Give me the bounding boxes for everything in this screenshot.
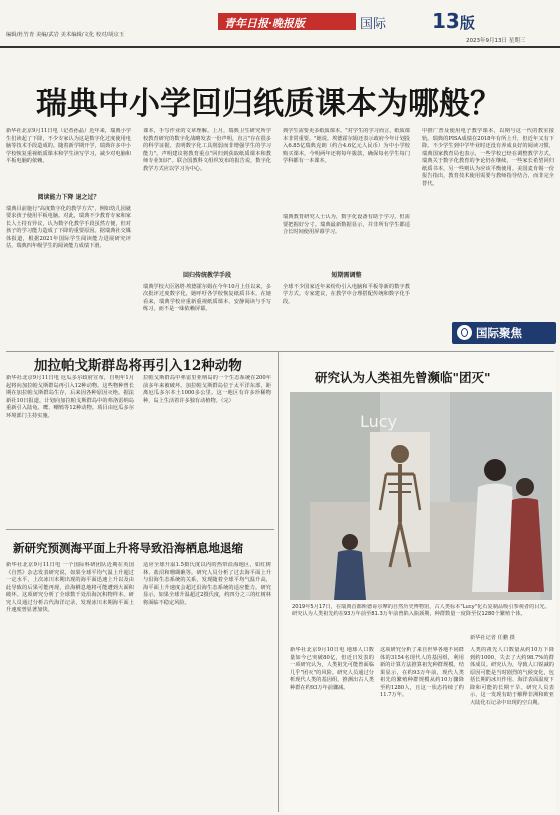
main-subhead-1: 阅读能力下降 退之过？ bbox=[37, 194, 100, 201]
human-headline: 研究认为人类祖先曾濒临"团灭" bbox=[315, 370, 491, 385]
main-col-1-body: 瑞典目前施行"高度数字化的教学方式"，例如幼儿园就要求孩子使用平板电脑。对此，瑞典不少教育专家和家长人士持有异议，认为数字化教学手段虽然方便，但对孩子的学习能力造成了下降的重要原因。据瑞典社交媒体报道，根据2021年国际学生阅读能力进展研究评估，瑞典四年级学生的阅读能力成绩下滑。 bbox=[6, 205, 131, 249]
main-col-2-body: 课本，手写作业的文章理解。上月，瑞典卫生研究所学校教育研究的数字化战略发表一份声明，直言"存在很多的科学证据，表明数字化工具削弱而非增强学生的学习能力"。声明建议将教育重点"回归到获取纸质课本和教师专业知识"。联合国教科文组织发布的报告说，数字化教学方式应以学习为中心。 bbox=[143, 128, 271, 172]
human-col-3: 人类的祖先人口数量从约10万下降到约1000，失去了大约98.7%的群体成员。研究认为，导致人口锐减的原因可能是当时剧烈的气候变化，包括长期的冰川作用、海洋表面温度下降和可能的长期干旱。研究人员表示，这一发现有助于解释非洲和欧亚大陆化石记录中出现的空白期。 bbox=[470, 647, 554, 706]
header-rule bbox=[0, 46, 560, 48]
photo-caption: 2019年5月17日，在瑞典首都斯德哥尔摩的自然历史博物馆，古人类标本"Lucy"化石复制品吸引参观者的目光。研究认为人类祖先约在93万年前至81.3万年前曾陷入瓶颈期，种群数量一度降至仅1280个繁殖个体。 bbox=[292, 604, 550, 618]
sea-col-2: 适应全球升温1.5摄氏度以内的热带沿海地区，如红树林、盐沼和珊瑚礁等。研究人员分析了过去海平面上升与沿海生态系统的关系，发现随着全球平均气温升高，海平面上升速度会超过沿海生态系统的适应能力。研究显示，如果全球升温超过2摄氏度，约四分之三的红树林将面临不稳定风险。 bbox=[143, 562, 271, 606]
galapagos-col-1: 新华社北京9月11日电 厄瓜多尔政府宣布，自明年1月起将向加拉帕戈斯群岛再引入12种动物。这些物种曾长期在加拉帕戈斯群岛生存，后来因各种原因灭绝。据法新社10日报道，计划向加拉帕戈斯群岛中的弗洛雷纳岛重新引入陆龟、鹰、嘲鸫等12种动物。项目由厄瓜多尔环境部门主持实施。 bbox=[6, 375, 134, 419]
international-focus-badge bbox=[452, 322, 556, 344]
main-col-2 bbox=[143, 128, 271, 340]
globe-icon-inner bbox=[461, 328, 468, 337]
section-name: 国际 bbox=[360, 17, 387, 32]
lucy-sign: Lucy bbox=[360, 412, 398, 431]
galapagos-bottom-rule bbox=[6, 529, 274, 530]
main-headline: 瑞典中小学回归纸质课本为哪般？ bbox=[36, 86, 501, 122]
human-col-1: 新华社北京9月10日电 地球人口数量如今已突破80亿，但近日发表的一项研究认为，人类祖先可能曾面临几乎"团灭"的风险。研究人员通过分析现代人类的基因组，推测出古人类种群在约93万年前骤减。 bbox=[290, 647, 374, 691]
issue-date: 2023年9月13日 星期三 bbox=[466, 38, 526, 44]
human-col-2: 这项研究分析了来自世界各地不同群体的3154名现代人的基因组，利用新的计算方法推算祖先种群规模。结果显示，在约93万年前，现代人类祖先的繁殖种群规模从约10万骤降至约1280人，且这一状态持续了约11.7万年。 bbox=[380, 647, 464, 698]
main-col-2-body-b: 瑞典学校大臣洛塔·埃德霍尔姆在今年10月上任以来，多次批评过度数字化，她呼吁各学校恢复纸质书本。在她看来，瑞典学校应重新重视纸质课本、安静阅读与手写练习，而不是一味依赖屏幕。 bbox=[143, 283, 271, 312]
badge-label: 国际聚焦 bbox=[476, 326, 522, 340]
museum-photo-illustration bbox=[290, 392, 552, 600]
sea-col-1: 新华社北京9月11日电 一个国际科研团队近期在英国《自然》杂志发表研究说，如果全球平均气温上升超过一定水平，上次冰川末期出现的海平面迅速上升以及由此导致的后果可能再现，沿海栖息地将可能遭到大面积破坏。这项研究分析了全球数千处沿海沉积物样本。研究人员通过分析古代海洋记录，发现冰川末期海平面上升速度曾显著加快。 bbox=[6, 562, 134, 613]
main-subhead-2: 回归传统教学手段 bbox=[182, 272, 231, 279]
main-col-3-body: 典学生需要更多纸质课本。"对学生的学习而言，纸质课本非常重要。"她说。埃德霍尔姆还表示政府今年计划投入6.85亿瑞典克朗（约合4.6亿元人民币）为中小学校购买课本，今明两年还将每年拨款，确保每名学生每门学科都有一本课本。 bbox=[283, 128, 410, 164]
galapagos-headline: 加拉帕戈斯群岛将再引入12种动物 bbox=[34, 358, 242, 374]
main-col-4 bbox=[422, 128, 554, 308]
main-col-3-body-c: 全球不少国家近年来纷纷引入电脑和平板等新的数字教学方式。专家建议，在教学中合理搭配传统和数字化手段。 bbox=[283, 283, 410, 305]
main-subhead-3: 短期需调整 bbox=[331, 272, 362, 279]
photo-credit: 新华社记者 任鹏 摄 bbox=[470, 635, 515, 641]
page-number-digits: 13 bbox=[432, 9, 460, 33]
human-photo bbox=[290, 392, 552, 600]
page-number-suffix: 版 bbox=[459, 14, 475, 32]
sea-level-headline: 新研究预测海平面上升将导致沿海栖息地退缩 bbox=[13, 541, 243, 555]
main-col-3-body-b: 瑞典教育研究人士认为，数字化设备有助于学习，但需要把握好分寸。瑞典最新数据显示，并非所有学生都适合长时间使用屏幕学习。 bbox=[283, 214, 410, 235]
page-number bbox=[432, 9, 475, 33]
masthead-text: 青年日报·晚报版 bbox=[224, 17, 305, 30]
editors-line: 编辑/杜竹青 美编/武岩 美术编辑/文化 校对/胡京玉 bbox=[6, 32, 125, 38]
page-header bbox=[0, 0, 560, 56]
column-divider bbox=[278, 352, 279, 812]
masthead-logo bbox=[218, 13, 356, 30]
main-col-3 bbox=[283, 128, 410, 340]
main-col-1-lead: 新华社北京9月11日电（记者孙晶）近年来，瑞典小学生们读起了下降，不少专家认为这是数字化过度使用电脑等技术手段造成的。随着新学期开学，瑞典许多中小学校恢复重视纸质课本和学生读写学习，减少对电脑和平板电脑的依赖。 bbox=[6, 128, 131, 164]
galapagos-col-2: 拉帕戈斯群岛中弗雷里亚纳岛的一个生态系统在200年前多年来被破坏。加拉帕戈斯群岛位于太平洋东部，距离厄瓜多尔本土1000多公里。这一地区有许多珍稀物种，岛上生活着许多独有动植物。（完） bbox=[143, 375, 271, 404]
main-col-4-body: 中推广普及使用电子教学课本，以期与这一代的教室接轨。瑞典的PISA成绩在2018年有所上升，但近年又有下降。不少学生到中学毕业时还没有养成良好的阅读习惯，瑞典国家教育局也表示，一些学校已经在调整教学方式。瑞典关于数字化教育的争论仍在继续，一些家长希望回归纸质书本，另一些则认为应该平衡使用。美国麦肯锡一份报告指出，教育技术使用需要与教师指导结合，而非完全替代。 bbox=[422, 128, 554, 187]
